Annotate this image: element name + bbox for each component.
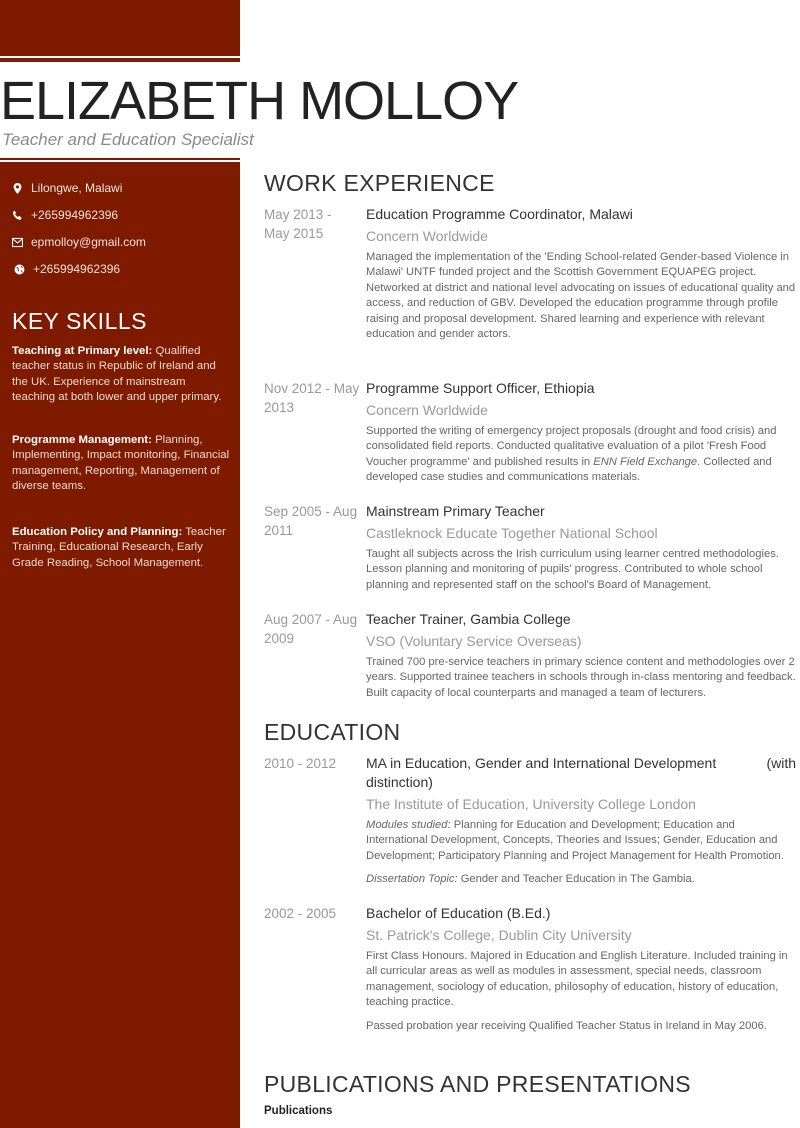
entry-date: Nov 2012 - May 2013: [264, 381, 360, 415]
entry-org: Castleknock Educate Together National School: [366, 525, 658, 541]
contact-web-text: +265994962396: [33, 262, 121, 276]
entry-title-continued: distinction): [366, 774, 433, 790]
entry-date: May 2013 - May 2015: [264, 207, 332, 241]
education-heading: EDUCATION: [264, 719, 401, 745]
entry-title: Bachelor of Education (B.Ed.): [366, 905, 551, 921]
entry-description: Managed the implementation of the 'Ending School-related Gender-based Violence in Malawi' UNTF funded project and the Scottish Government EQUAPEG project. Networked at district and national level advocating on issues of educational quality and access, and reduction of GBV. Developed the education programme through profile raising and proposal development. Shared learning and experience with relevant education and gender actors.: [366, 251, 796, 341]
entry-title: Teacher Trainer, Gambia College: [366, 611, 571, 627]
contact-email[interactable]: [12, 235, 146, 249]
entry-org: The Institute of Education, University College London: [366, 796, 696, 812]
sidebar-divider: [0, 160, 240, 162]
sidebar-divider: [0, 56, 240, 58]
publications-heading: PUBLICATIONS AND PRESENTATIONS: [264, 1071, 691, 1097]
skill-item: [12, 344, 230, 405]
entry-org: VSO (Voluntary Service Overseas): [366, 633, 582, 649]
entry-date: 2002 - 2005: [264, 906, 337, 921]
contact-location: [12, 181, 122, 195]
contact-web[interactable]: [14, 262, 120, 276]
contact-phone-text: +265994962396: [31, 208, 119, 222]
contact-location-text: Lilongwe, Malawi: [31, 181, 123, 195]
candidate-title: Teacher and Education Specialist: [2, 130, 254, 149]
entry-date: 2010 - 2012: [264, 756, 337, 771]
skill-item: [12, 433, 230, 494]
publications-subheading: Publications: [264, 1105, 333, 1117]
map-marker-icon: [12, 183, 23, 194]
entry-org: Concern Worldwide: [366, 402, 488, 418]
entry-description: First Class Honours. Majored in Education and English Literature. Included training in all curricular areas as well as modules in assessment, special needs, classroom management, sociology of education, philosophy of education, history of education, teaching practice. Passed probation year receiving Qualified Teacher Status in Ireland in May 2006.: [366, 950, 788, 1032]
skill-label: Teaching at Primary level:: [12, 345, 153, 357]
contact-email-text: epmolloy@gmail.com: [31, 235, 146, 249]
envelope-icon: [12, 237, 23, 248]
contact-phone: [12, 208, 118, 222]
header-rule-top: [0, 60, 240, 62]
entry-description: Supported the writing of emergency project proposals (drought and food crisis) and consolidated field reports. Conducted qualitative evaluation of a pilot 'Fresh Food Voucher programme' and published results in ENN Field Exchange. Collected and developed case studies and communications materials.: [366, 425, 777, 484]
skill-text: Planning, Implementing, Impact monitoring, Financial management, Reporting, Management of diverse teams.: [12, 434, 230, 492]
skill-label: Education Policy and Planning:: [12, 526, 183, 538]
work-heading: WORK EXPERIENCE: [264, 170, 495, 196]
skill-item: [12, 525, 230, 571]
entry-date: Sep 2005 - Aug 2011: [264, 504, 358, 538]
entry-title: Mainstream Primary Teacher: [366, 503, 545, 519]
entry-title: MA in Education, Gender and International Development (with: [366, 755, 796, 771]
skill-text: Qualified teacher status in Republic of Ireland and the UK. Experience of mainstream teaching at both lower and upper primary.: [12, 345, 222, 403]
globe-icon: [14, 264, 25, 275]
skill-text: Teacher Training, Educational Research, Early Grade Reading, School Management.: [12, 526, 226, 569]
entry-description: Taught all subjects across the Irish curriculum using learner centred methodologies. Lesson planning and monitoring of pupils' progress. Contributed to whole school planning and represented staff on the school's Board of Management.: [366, 548, 779, 591]
entry-description: Trained 700 pre-service teachers in primary science content and methodologies over 2 years. Supported trainee teachers in schools through in-class mentoring and feedback. Built capacity of local counterparts and managed a team of lecturers.: [366, 656, 796, 699]
phone-icon: [12, 210, 23, 221]
header-rule-bottom: [0, 163, 240, 165]
entry-date: Aug 2007 - Aug 2009: [264, 612, 358, 646]
entry-description: Modules studied: Planning for Education and Development; Education and International Development, Concepts, Theories and Issues; Gender, Education and Development; Participatory Planning and Project Management for Health Promotion. Dissertation Topic: Gender and Teacher Education in The Gambia.: [366, 819, 784, 886]
skill-label: Programme Management:: [12, 434, 152, 446]
skills-heading: KEY SKILLS: [12, 308, 147, 334]
entry-title: Programme Support Officer, Ethiopia: [366, 380, 595, 396]
entry-title: Education Programme Coordinator, Malawi: [366, 206, 633, 222]
entry-org: St. Patrick's College, Dublin City University: [366, 927, 632, 943]
entry-org: Concern Worldwide: [366, 228, 488, 244]
candidate-name: ELIZABETH MOLLOY: [0, 71, 519, 131]
